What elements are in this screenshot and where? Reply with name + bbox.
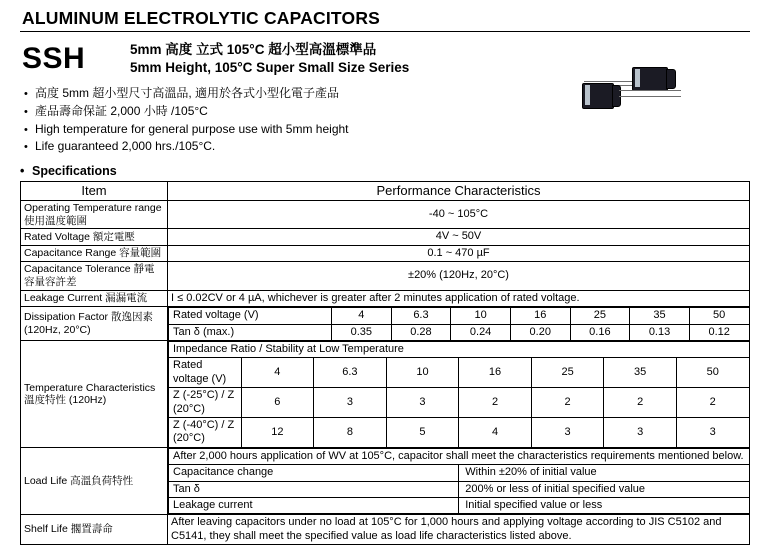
table-row (21, 448, 750, 515)
specifications-table (20, 181, 750, 545)
series-name: SSH (22, 42, 86, 75)
dissipation-tan-delta-2: 0.24 (451, 324, 511, 340)
datasheet-page (0, 8, 770, 542)
table-row (21, 341, 750, 448)
load-life-subtable (168, 448, 750, 515)
bullet-text: 高度 5mm 超小型尺寸高溫品, 適用於各式小型化電子產品 (35, 86, 340, 101)
temp-z40-1: 8 (314, 417, 387, 447)
dissipation-rated-voltage-3: 16 (510, 308, 570, 324)
table-row (21, 229, 750, 245)
dissipation-rated-voltage-5: 35 (630, 308, 690, 324)
temp-z25-4: 2 (531, 388, 604, 418)
dissipation-tan-delta-3: 0.20 (510, 324, 570, 340)
row-label-capacitance-range: Capacitance Range 容量範圍 (21, 245, 168, 261)
table-row (169, 341, 750, 357)
row-value-dissipation-factor (168, 307, 750, 341)
load-life-value-leakage-current: Initial specified value or less (459, 498, 749, 514)
bullet-text: Life guaranteed 2,000 hrs./105°C. (35, 139, 216, 154)
dissipation-subtable (168, 307, 750, 341)
table-row (169, 324, 750, 340)
load-life-intro: After 2,000 hours application of WV at 105°C, capacitor shall meet the characteristics requirements mentioned below. (169, 448, 750, 464)
dissipation-rated-voltage-2: 10 (451, 308, 511, 324)
specifications-heading (20, 164, 770, 178)
temp-rated-voltage-3: 16 (459, 358, 532, 388)
row-value-rated-voltage: 4V ~ 50V (168, 229, 750, 245)
row-value-operating-temperature: -40 ~ 105°C (168, 200, 750, 229)
load-life-key-tan-delta: Tan δ (169, 481, 459, 497)
temp-z40-5: 3 (604, 417, 677, 447)
temp-z25-0: 6 (241, 388, 314, 418)
dissipation-rated-voltage-1: 6.3 (391, 308, 451, 324)
row-label-dissipation-factor: Dissipation Factor 散逸因素 (120Hz, 20°C) (21, 307, 168, 341)
dissipation-tan-delta-label: Tan δ (max.) (169, 324, 332, 340)
bullet-item (24, 138, 770, 156)
temp-rated-voltage-6: 50 (676, 358, 749, 388)
row-value-temperature-characteristics (168, 341, 750, 448)
row-value-capacitance-tolerance: ±20% (120Hz, 20°C) (168, 262, 750, 291)
bullet-dot-icon: • (20, 163, 25, 178)
temp-rated-voltage-4: 25 (531, 358, 604, 388)
table-row (21, 262, 750, 291)
temp-z25-1: 3 (314, 388, 387, 418)
table-row (21, 290, 750, 306)
temp-z40-2: 5 (386, 417, 459, 447)
dissipation-tan-delta-6: 0.12 (689, 324, 749, 340)
load-life-value-tan-delta: 200% or less of initial specified value (459, 481, 749, 497)
dissipation-tan-delta-5: 0.13 (630, 324, 690, 340)
temp-z40-6: 3 (676, 417, 749, 447)
temp-z25-2: 3 (386, 388, 459, 418)
temp-rated-voltage-1: 6.3 (314, 358, 387, 388)
table-row (21, 200, 750, 229)
load-life-value-capacitance-change: Within ±20% of initial value (459, 465, 749, 481)
temp-z40-label: Z (-40°C) / Z (20°C) (169, 417, 242, 447)
bullet-dot-icon: • (24, 141, 28, 154)
table-row (169, 481, 750, 497)
dissipation-tan-delta-4: 0.16 (570, 324, 630, 340)
row-label-operating-temperature: Operating Temperature range 使用溫度範圍 (21, 200, 168, 229)
temp-z40-3: 4 (459, 417, 532, 447)
row-value-leakage-current: I ≤ 0.02CV or 4 µA, whichever is greater after 2 minutes application of rated voltage. (168, 290, 750, 306)
bullet-item (24, 121, 770, 139)
specifications-heading-label: Specifications (32, 163, 117, 178)
table-row (169, 417, 750, 447)
load-life-key-leakage-current: Leakage current (169, 498, 459, 514)
row-label-temperature-characteristics: Temperature Characteristics 溫度特性 (120Hz) (21, 341, 168, 448)
temp-rated-voltage-5: 35 (604, 358, 677, 388)
row-label-capacitance-tolerance: Capacitance Tolerance 靜電容量容許差 (21, 262, 168, 291)
temp-rated-voltage-2: 10 (386, 358, 459, 388)
row-value-load-life (168, 448, 750, 515)
row-value-shelf-life: After leaving capacitors under no load at 105°C for 1,000 hours and applying voltage according to JIS C5102 and C5141, they shall meet the specified value as load life characteristics listed above. (168, 515, 750, 545)
temp-rated-voltage-0: 4 (241, 358, 314, 388)
bullet-dot-icon: • (24, 106, 28, 119)
impedance-ratio-title: Impedance Ratio / Stability at Low Temperature (169, 341, 750, 357)
temp-z25-6: 2 (676, 388, 749, 418)
table-row (169, 358, 750, 388)
temp-z40-4: 3 (531, 417, 604, 447)
load-life-key-capacitance-change: Capacitance change (169, 465, 459, 481)
dissipation-rated-voltage-6: 50 (689, 308, 749, 324)
dissipation-rated-voltage-label: Rated voltage (V) (169, 308, 332, 324)
table-row (21, 245, 750, 261)
table-row (21, 515, 750, 545)
temp-z25-label: Z (-25°C) / Z (20°C) (169, 388, 242, 418)
title-divider (20, 31, 750, 32)
table-row (169, 448, 750, 464)
bullet-dot-icon: • (24, 123, 28, 136)
page-title: ALUMINUM ELECTROLYTIC CAPACITORS (22, 8, 381, 28)
dissipation-tan-delta-1: 0.28 (391, 324, 451, 340)
table-row (21, 307, 750, 341)
dissipation-rated-voltage-4: 25 (570, 308, 630, 324)
bullet-text: 產品壽命保証 2,000 小時 /105°C (35, 104, 208, 119)
temp-z25-5: 2 (604, 388, 677, 418)
temperature-subtable (168, 341, 750, 448)
dissipation-tan-delta-0: 0.35 (332, 324, 392, 340)
column-header-performance: Performance Characteristics (168, 181, 750, 200)
temp-rated-voltage-label: Rated voltage (V) (169, 358, 242, 388)
row-value-capacitance-range: 0.1 ~ 470 µF (168, 245, 750, 261)
series-subtitle-en: 5mm Height, 105°C Super Small Size Series (130, 60, 410, 76)
product-photos (524, 63, 724, 118)
temp-z25-3: 2 (459, 388, 532, 418)
temp-z40-0: 12 (241, 417, 314, 447)
bullet-text: High temperature for general purpose use with 5mm height (35, 121, 349, 136)
row-label-shelf-life: Shelf Life 擱置壽命 (21, 515, 168, 545)
row-label-rated-voltage: Rated Voltage 額定電壓 (21, 229, 168, 245)
column-header-item: Item (21, 181, 168, 200)
table-header-row (21, 181, 750, 200)
bullet-dot-icon: • (24, 88, 28, 101)
row-label-leakage-current: Leakage Current 漏漏電流 (21, 290, 168, 306)
table-row (169, 388, 750, 418)
row-label-load-life: Load Life 高溫負荷特性 (21, 448, 168, 515)
series-subtitle-cn: 5mm 高度 立式 105°C 超小型高溫標準品 (130, 42, 377, 57)
table-row (169, 465, 750, 481)
dissipation-rated-voltage-0: 4 (332, 308, 392, 324)
table-row (169, 308, 750, 324)
